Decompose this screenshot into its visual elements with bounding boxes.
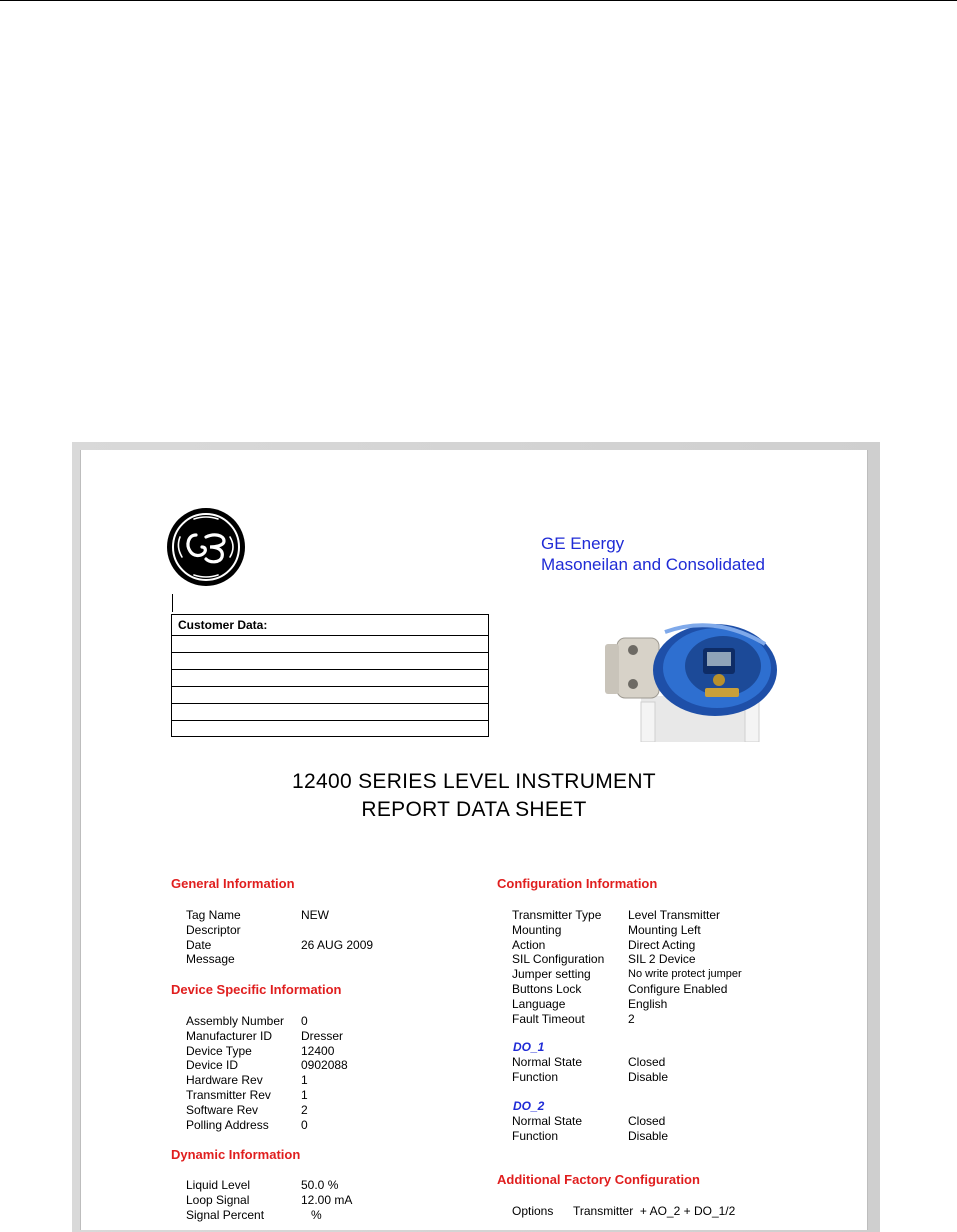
config-info-heading: Configuration Information [497, 876, 658, 891]
do1-heading: DO_1 [513, 1040, 545, 1054]
dynamic-info-heading: Dynamic Information [171, 1147, 301, 1162]
field-value: SIL 2 Device [628, 952, 696, 967]
general-info-list [186, 908, 373, 967]
document-title [81, 768, 867, 824]
dynamic-info-list [186, 1178, 352, 1222]
config-info-row [512, 938, 742, 953]
field-value: English [628, 996, 668, 1011]
field-value: Disable [628, 1128, 669, 1143]
general-info-row [186, 952, 373, 967]
brand-line-1: GE Energy [541, 534, 625, 553]
field-label: Date [186, 937, 212, 952]
field-value: 12.00 mA [301, 1192, 353, 1207]
config-info-row [512, 997, 742, 1012]
do1-row [512, 1055, 668, 1070]
field-value: NEW [301, 908, 329, 922]
field-label: Hardware Rev [186, 1073, 263, 1088]
document-page [80, 450, 868, 1230]
top-rule [0, 0, 957, 1]
field-value: Direct Acting [628, 937, 696, 952]
level-transmitter-image [605, 618, 781, 742]
device-info-row [186, 1073, 348, 1088]
general-info-row [186, 938, 373, 953]
field-label: SIL Configuration [512, 952, 605, 967]
field-label: Manufacturer ID [186, 1028, 273, 1043]
field-label: Polling Address [186, 1117, 269, 1132]
field-label: Descriptor [186, 922, 241, 937]
field-value: 0 [301, 1117, 308, 1132]
device-info-row [186, 1014, 348, 1029]
do1-list [512, 1055, 668, 1085]
brand-block [541, 533, 765, 575]
field-value: No write protect jumper [628, 968, 742, 981]
device-info-row [186, 1044, 348, 1059]
field-value: Closed [628, 1114, 666, 1128]
field-label: Mounting [512, 922, 562, 937]
customer-data-label: Customer Data: [178, 618, 268, 632]
config-info-row [512, 967, 742, 982]
ge-logo-icon [166, 507, 246, 587]
field-value: Dresser [301, 1028, 344, 1043]
field-label: Transmitter Rev [186, 1087, 271, 1102]
do2-row [512, 1114, 668, 1129]
customer-data-row[interactable] [172, 686, 488, 703]
field-value: 12400 [301, 1043, 335, 1058]
field-label: Signal Percent [186, 1207, 265, 1222]
field-label: Message [186, 952, 235, 967]
dynamic-info-row [186, 1178, 352, 1193]
title-line-2: REPORT DATA SHEET [361, 798, 587, 821]
field-value: 0 [301, 1014, 308, 1028]
do2-row [512, 1129, 668, 1144]
field-value: 50.0 % [301, 1178, 339, 1192]
field-label: Normal State [512, 1114, 583, 1128]
config-info-row [512, 952, 742, 967]
do1-row [512, 1070, 668, 1085]
config-info-row [512, 923, 742, 938]
field-value: Level Transmitter [628, 908, 721, 922]
field-label: Loop Signal [186, 1192, 250, 1207]
field-label: Fault Timeout [512, 1011, 585, 1026]
field-label: Device ID [186, 1058, 239, 1073]
dynamic-info-row [186, 1193, 352, 1208]
field-value: Disable [628, 1069, 669, 1084]
field-value: 26 AUG 2009 [301, 937, 374, 952]
additional-config-heading: Additional Factory Configuration [497, 1172, 700, 1187]
field-label: Options [512, 1204, 554, 1218]
field-label: Liquid Level [186, 1178, 251, 1192]
brand-line-2: Masoneilan and Consolidated [541, 555, 765, 574]
field-value: Configure Enabled [628, 981, 728, 996]
field-label: Function [512, 1069, 559, 1084]
field-value: 1 [301, 1087, 308, 1102]
config-info-list [512, 908, 742, 1026]
customer-data-table [171, 614, 489, 737]
field-label: Jumper setting [512, 967, 591, 982]
device-info-row [186, 1088, 348, 1103]
additional-config-list [512, 1204, 735, 1219]
customer-data-row[interactable] [172, 669, 488, 686]
config-info-row [512, 908, 742, 923]
general-info-row [186, 923, 373, 938]
do2-list [512, 1114, 668, 1144]
device-info-row [186, 1058, 348, 1073]
customer-data-row[interactable] [172, 720, 488, 736]
device-info-heading: Device Specific Information [171, 982, 342, 997]
field-label: Buttons Lock [512, 981, 582, 996]
additional-config-row [512, 1204, 735, 1219]
general-info-heading: General Information [171, 876, 295, 891]
field-value: Transmitter + AO_2 + DO_1/2 [573, 1204, 736, 1218]
do2-heading: DO_2 [513, 1099, 545, 1113]
field-value: 2 [301, 1102, 308, 1117]
field-value: Closed [628, 1055, 666, 1069]
field-label: Normal State [512, 1055, 583, 1069]
general-info-row [186, 908, 373, 923]
device-info-list [186, 1014, 348, 1132]
customer-data-row[interactable] [172, 652, 488, 669]
field-label: Action [512, 937, 546, 952]
field-value: 1 [301, 1073, 308, 1088]
field-label: Function [512, 1128, 559, 1143]
device-info-row [186, 1118, 348, 1133]
config-info-row [512, 1012, 742, 1027]
field-value: 2 [628, 1011, 635, 1026]
field-value: % [301, 1207, 322, 1222]
device-info-row [186, 1029, 348, 1044]
customer-data-row[interactable] [172, 635, 488, 652]
field-label: Transmitter Type [512, 908, 602, 922]
field-label: Language [512, 996, 566, 1011]
title-line-1: 12400 SERIES LEVEL INSTRUMENT [292, 770, 656, 793]
text-cursor [172, 594, 173, 612]
field-label: Software Rev [186, 1102, 259, 1117]
field-label: Device Type [186, 1043, 252, 1058]
customer-data-row[interactable] [172, 703, 488, 720]
field-value: 0902088 [301, 1058, 348, 1073]
field-label: Assembly Number [186, 1014, 285, 1028]
field-value: Mounting Left [628, 922, 701, 937]
dynamic-info-row [186, 1208, 352, 1223]
field-label: Tag Name [186, 908, 241, 922]
config-info-row [512, 982, 742, 997]
device-info-row [186, 1103, 348, 1118]
